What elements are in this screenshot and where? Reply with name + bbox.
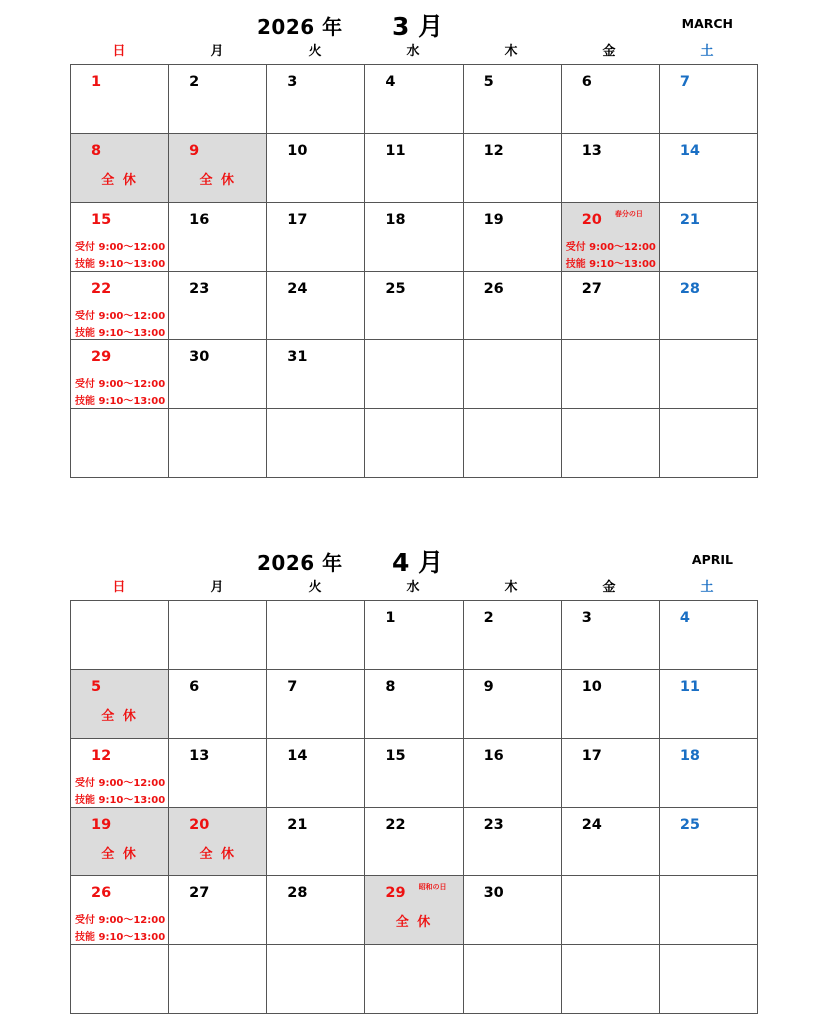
day-cell xyxy=(365,808,463,877)
day-cell xyxy=(267,65,365,134)
day-cell xyxy=(562,134,660,203)
day-number: 6 xyxy=(189,678,200,695)
day-number: 30 xyxy=(189,349,210,366)
opening-hours xyxy=(75,239,165,273)
day-cell xyxy=(365,945,463,1014)
closed-label: 全 休 xyxy=(101,172,138,188)
day-number: 19 xyxy=(91,816,112,833)
day-number: 31 xyxy=(287,349,308,366)
day-cell xyxy=(267,876,365,945)
day-number: 16 xyxy=(483,747,504,764)
day-number: 11 xyxy=(385,142,406,159)
day-number: 9 xyxy=(189,142,200,159)
day-cell xyxy=(365,601,463,670)
day-number: 10 xyxy=(287,142,308,159)
day-number: 18 xyxy=(679,747,701,764)
day-number: 20 xyxy=(581,211,602,228)
day-number: 11 xyxy=(679,678,701,695)
weekday-tue: 火 xyxy=(308,44,322,59)
holiday-name: 春分の日 xyxy=(614,209,643,218)
weekday-header xyxy=(70,45,757,65)
day-cell xyxy=(660,670,758,739)
day-cell xyxy=(562,945,660,1014)
day-cell xyxy=(464,739,562,808)
weekday-tue: 火 xyxy=(308,580,322,595)
day-cell xyxy=(660,601,758,670)
day-number: 12 xyxy=(91,747,112,764)
year-title: 2026 年 xyxy=(257,15,343,39)
day-cell xyxy=(169,808,267,877)
day-number: 5 xyxy=(91,678,102,695)
day-cell xyxy=(71,876,169,945)
reception-hours: 受付 9:00～12:00 xyxy=(75,310,166,322)
weekday-mon: 月 xyxy=(210,580,224,595)
day-cell xyxy=(464,340,562,409)
day-cell xyxy=(464,65,562,134)
day-cell xyxy=(562,670,660,739)
day-cell xyxy=(267,670,365,739)
day-cell xyxy=(169,601,267,670)
day-cell xyxy=(464,203,562,272)
day-cell xyxy=(464,670,562,739)
day-cell xyxy=(169,203,267,272)
day-cell xyxy=(562,272,660,341)
day-cell xyxy=(464,808,562,877)
weekday-sun: 日 xyxy=(112,580,126,595)
day-cell xyxy=(562,340,660,409)
day-number: 14 xyxy=(287,747,308,764)
day-cell xyxy=(169,134,267,203)
day-cell xyxy=(71,670,169,739)
day-cell xyxy=(267,340,365,409)
skills-hours: 技能 9:10～13:00 xyxy=(75,258,166,270)
day-number: 27 xyxy=(189,885,210,902)
opening-hours xyxy=(566,239,656,273)
reception-hours: 受付 9:00～12:00 xyxy=(75,379,166,391)
day-number: 18 xyxy=(385,211,406,228)
day-cell xyxy=(267,272,365,341)
day-cell xyxy=(660,808,758,877)
skills-hours: 技能 9:10～13:00 xyxy=(75,396,166,408)
day-number: 8 xyxy=(91,142,102,159)
day-cell xyxy=(267,203,365,272)
holiday-name: 昭和の日 xyxy=(418,883,447,892)
day-cell xyxy=(71,134,169,203)
day-number: 29 xyxy=(91,349,112,366)
day-cell xyxy=(169,340,267,409)
day-cell xyxy=(169,739,267,808)
day-number: 1 xyxy=(91,74,102,90)
day-number: 21 xyxy=(679,211,701,228)
day-number: 3 xyxy=(581,610,592,626)
month-english: MARCH xyxy=(681,16,733,31)
day-number: 15 xyxy=(91,211,112,228)
weekday-wed: 水 xyxy=(406,580,420,595)
day-number: 27 xyxy=(581,280,602,297)
day-cell xyxy=(365,409,463,478)
day-number: 30 xyxy=(483,885,504,902)
calendar-header xyxy=(70,541,757,581)
day-number: 4 xyxy=(385,74,396,90)
month-english: APRIL xyxy=(691,552,733,567)
reception-hours: 受付 9:00～12:00 xyxy=(75,777,166,789)
skills-hours: 技能 9:10～13:00 xyxy=(565,258,656,270)
day-number: 7 xyxy=(287,678,298,695)
day-number: 12 xyxy=(483,142,504,159)
day-cell xyxy=(365,876,463,945)
day-cell xyxy=(365,134,463,203)
weekday-sat: 土 xyxy=(700,44,714,59)
year-title: 2026 年 xyxy=(257,551,343,575)
day-grid xyxy=(70,64,758,478)
day-number: 23 xyxy=(483,816,504,833)
day-cell xyxy=(464,876,562,945)
day-cell xyxy=(660,65,758,134)
day-cell xyxy=(169,65,267,134)
day-cell xyxy=(365,340,463,409)
day-cell xyxy=(660,876,758,945)
day-cell xyxy=(464,945,562,1014)
skills-hours: 技能 9:10～13:00 xyxy=(75,794,166,806)
day-cell xyxy=(562,65,660,134)
day-cell xyxy=(169,409,267,478)
skills-hours: 技能 9:10～13:00 xyxy=(75,932,166,944)
month-title: 3 月 xyxy=(392,12,444,41)
day-number: 21 xyxy=(287,816,308,833)
calendar-march xyxy=(70,5,757,408)
month-title: 4 月 xyxy=(392,548,444,577)
day-cell xyxy=(464,409,562,478)
day-cell xyxy=(562,601,660,670)
day-cell xyxy=(365,272,463,341)
day-cell xyxy=(71,808,169,877)
day-number: 4 xyxy=(679,610,690,626)
closed-label: 全 休 xyxy=(395,915,433,931)
weekday-sat: 土 xyxy=(700,580,714,595)
day-cell xyxy=(169,670,267,739)
day-cell xyxy=(71,601,169,670)
calendar-header xyxy=(70,5,757,45)
day-cell xyxy=(71,409,169,478)
day-cell xyxy=(71,340,169,409)
day-cell xyxy=(267,409,365,478)
weekday-fri: 金 xyxy=(602,580,616,595)
opening-hours xyxy=(75,308,165,342)
day-cell xyxy=(267,601,365,670)
day-cell xyxy=(464,272,562,341)
day-cell xyxy=(71,272,169,341)
day-number: 9 xyxy=(483,678,494,695)
day-number: 17 xyxy=(287,211,308,228)
day-number: 22 xyxy=(385,816,406,833)
day-cell xyxy=(169,945,267,1014)
calendar-april xyxy=(70,541,757,944)
day-cell xyxy=(365,203,463,272)
day-number: 26 xyxy=(483,280,504,297)
day-number: 29 xyxy=(385,885,406,902)
day-cell xyxy=(71,65,169,134)
day-cell xyxy=(169,272,267,341)
day-number: 25 xyxy=(679,816,701,833)
day-number: 10 xyxy=(581,678,602,695)
day-cell xyxy=(365,65,463,134)
day-cell xyxy=(267,134,365,203)
weekday-wed: 水 xyxy=(406,44,420,59)
day-number: 23 xyxy=(189,280,210,297)
day-number: 7 xyxy=(679,74,690,90)
day-cell xyxy=(169,876,267,945)
skills-hours: 技能 9:10～13:00 xyxy=(75,327,166,339)
day-number: 22 xyxy=(91,280,112,297)
reception-hours: 受付 9:00～12:00 xyxy=(75,915,166,927)
day-number: 2 xyxy=(483,610,494,626)
day-grid xyxy=(70,600,758,1014)
day-number: 3 xyxy=(287,74,298,90)
day-number: 26 xyxy=(91,885,112,902)
day-number: 17 xyxy=(581,747,602,764)
day-number: 24 xyxy=(581,816,602,833)
day-number: 19 xyxy=(483,211,504,228)
day-cell xyxy=(660,739,758,808)
day-number: 13 xyxy=(189,747,210,764)
day-cell xyxy=(660,272,758,341)
day-cell xyxy=(267,945,365,1014)
day-number: 8 xyxy=(385,678,396,695)
day-cell xyxy=(660,134,758,203)
day-cell xyxy=(267,739,365,808)
day-number: 24 xyxy=(287,280,308,297)
reception-hours: 受付 9:00～12:00 xyxy=(75,241,166,253)
weekday-mon: 月 xyxy=(210,44,224,59)
day-cell xyxy=(267,808,365,877)
day-number: 6 xyxy=(581,74,592,90)
day-number: 2 xyxy=(189,74,200,90)
weekday-thu: 木 xyxy=(504,44,518,59)
day-number: 25 xyxy=(385,280,406,297)
day-number: 14 xyxy=(679,142,701,159)
day-cell xyxy=(660,409,758,478)
day-number: 1 xyxy=(385,610,396,626)
day-cell xyxy=(71,739,169,808)
day-number: 20 xyxy=(189,816,210,833)
closed-label: 全 休 xyxy=(199,846,236,862)
day-cell xyxy=(660,203,758,272)
day-number: 28 xyxy=(287,885,308,902)
reception-hours: 受付 9:00～12:00 xyxy=(565,241,656,253)
day-cell xyxy=(365,739,463,808)
opening-hours xyxy=(75,775,165,809)
closed-label: 全 休 xyxy=(199,172,236,188)
day-cell xyxy=(562,739,660,808)
day-number: 28 xyxy=(679,280,701,297)
day-cell xyxy=(660,945,758,1014)
weekday-thu: 木 xyxy=(504,580,518,595)
day-number: 16 xyxy=(189,211,210,228)
day-cell xyxy=(71,945,169,1014)
opening-hours xyxy=(75,376,165,410)
day-cell xyxy=(562,808,660,877)
day-cell xyxy=(464,134,562,203)
weekday-header xyxy=(70,581,757,601)
day-cell xyxy=(562,409,660,478)
day-cell xyxy=(71,203,169,272)
day-number: 5 xyxy=(483,74,494,90)
weekday-fri: 金 xyxy=(602,44,616,59)
day-cell xyxy=(464,601,562,670)
opening-hours xyxy=(75,912,165,946)
day-cell xyxy=(660,340,758,409)
day-number: 13 xyxy=(581,142,602,159)
day-cell xyxy=(365,670,463,739)
day-cell xyxy=(562,203,660,272)
closed-label: 全 休 xyxy=(101,846,138,862)
closed-label: 全 休 xyxy=(101,708,138,724)
weekday-sun: 日 xyxy=(112,44,126,59)
day-number: 15 xyxy=(385,747,406,764)
day-cell xyxy=(562,876,660,945)
